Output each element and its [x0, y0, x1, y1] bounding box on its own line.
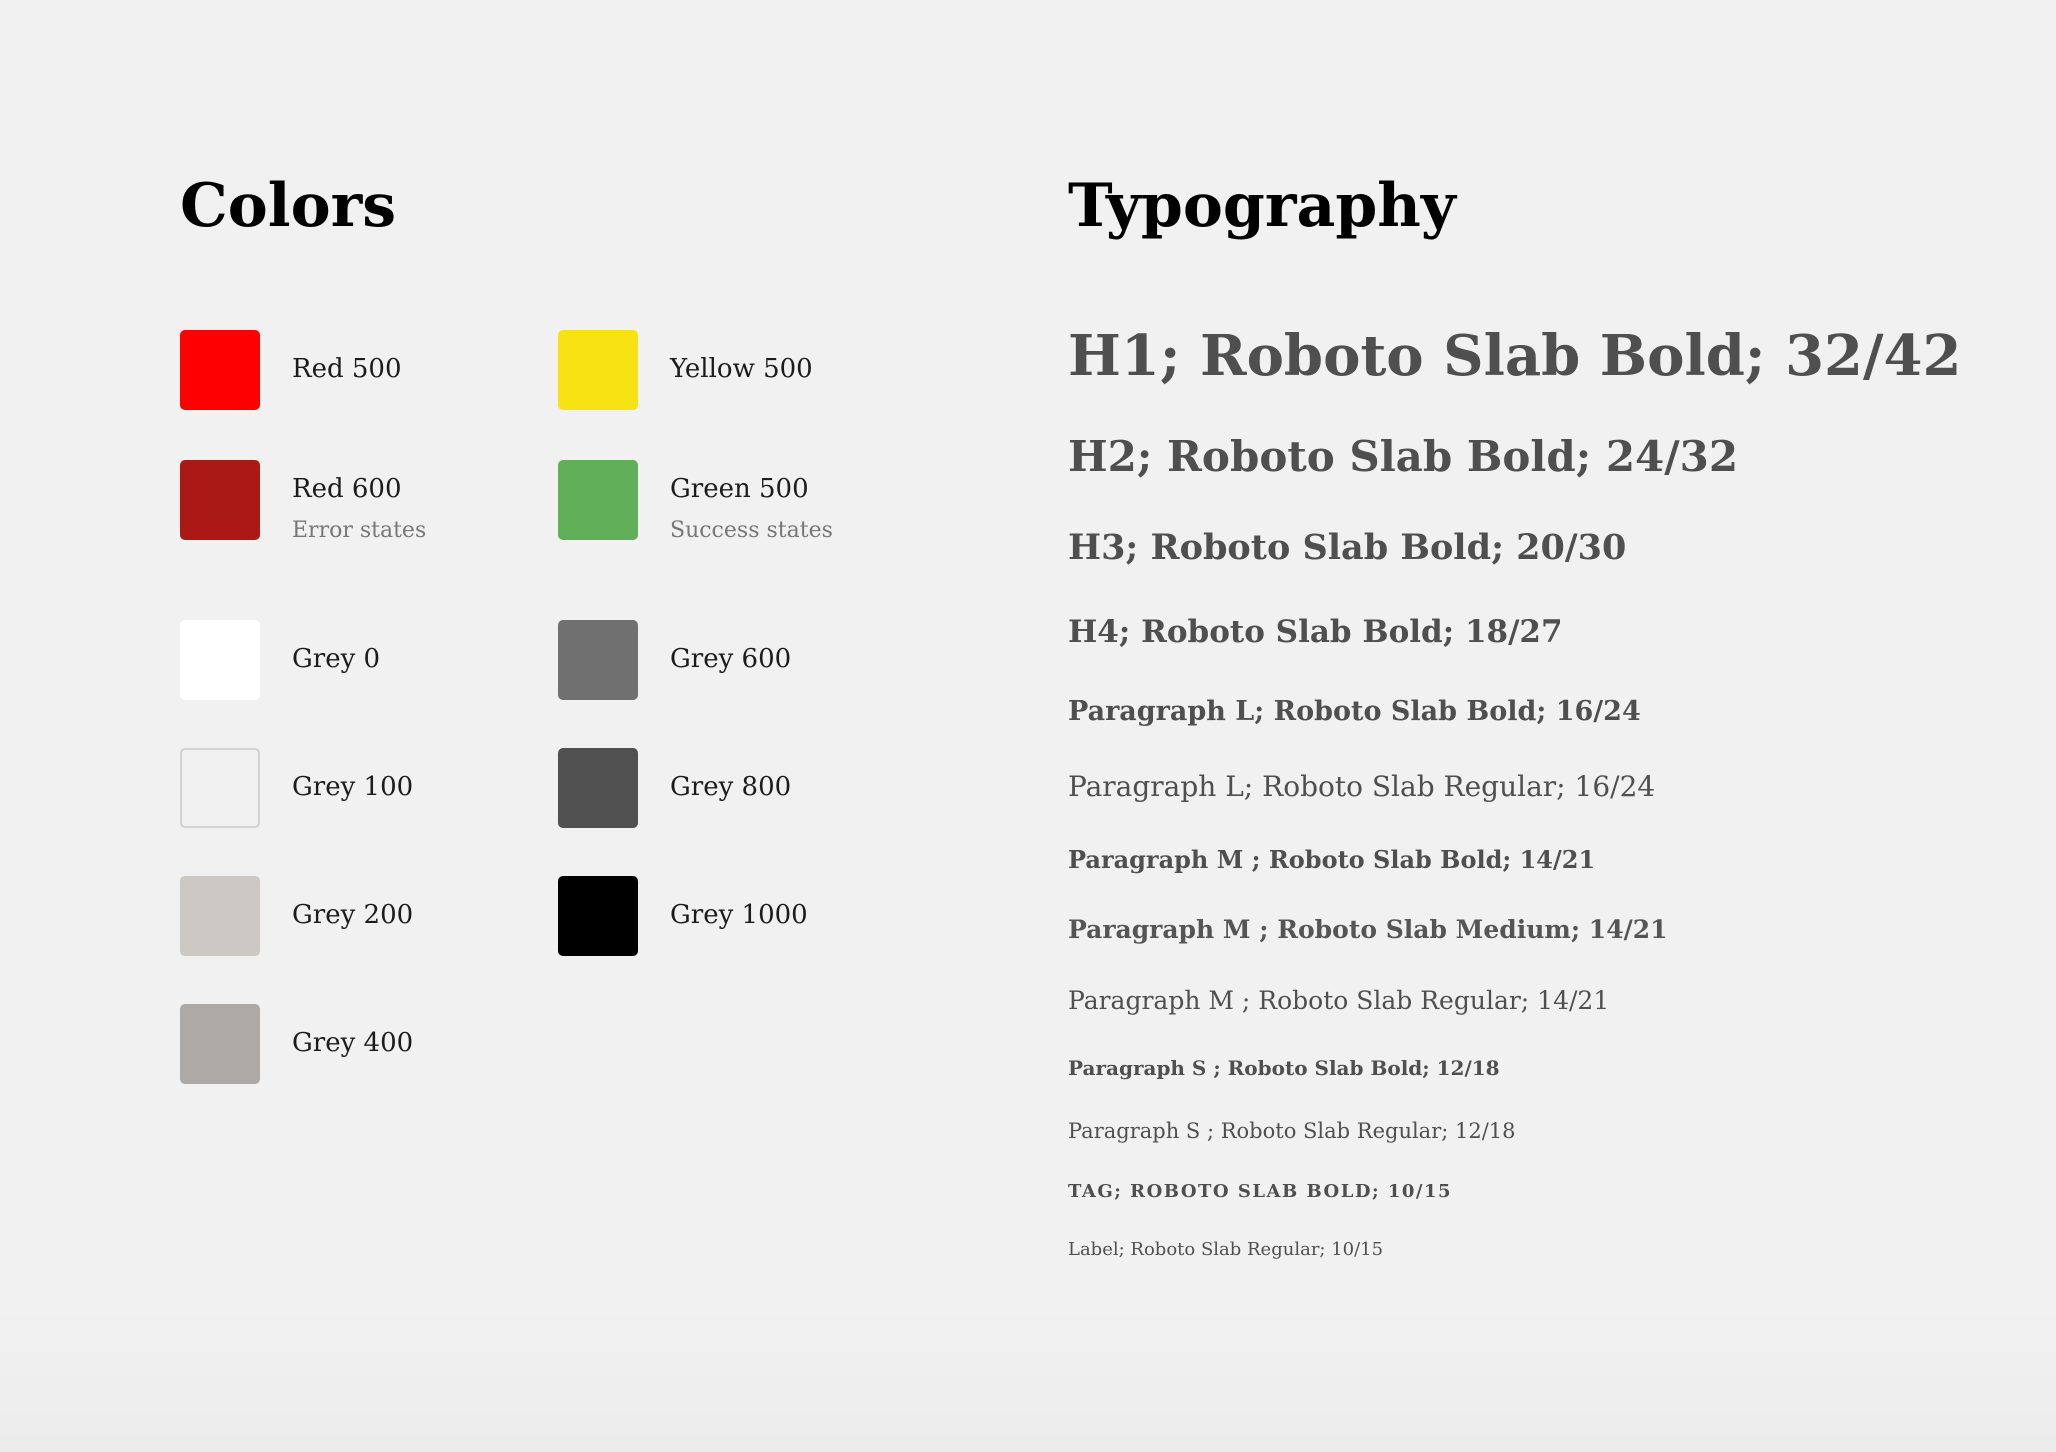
swatch-chip — [558, 876, 638, 956]
swatch-name: Grey 1000 — [670, 900, 808, 930]
swatch-name: Grey 800 — [670, 772, 792, 802]
swatch-name: Grey 600 — [670, 644, 792, 674]
swatch-note: Success states — [670, 518, 833, 543]
swatch-chip — [558, 330, 638, 410]
swatch-name: Red 500 — [292, 354, 402, 384]
typography-heading: Typography — [1068, 171, 1456, 241]
type-sample-h3: H3; Roboto Slab Bold; 20/30 — [1068, 527, 1627, 568]
type-sample-paragraph-m-bold: Paragraph M ; Roboto Slab Bold; 14/21 — [1068, 845, 1596, 874]
swatch-chip — [558, 460, 638, 540]
type-sample-paragraph-m-regular: Paragraph M ; Roboto Slab Regular; 14/21 — [1068, 986, 1610, 1015]
swatch-chip — [180, 330, 260, 410]
type-sample-h4: H4; Roboto Slab Bold; 18/27 — [1068, 614, 1563, 650]
swatch-name: Grey 0 — [292, 644, 381, 674]
swatch-chip — [180, 1004, 260, 1084]
type-sample-paragraph-l-bold: Paragraph L; Roboto Slab Bold; 16/24 — [1068, 696, 1641, 727]
swatch-name: Grey 400 — [292, 1028, 414, 1058]
swatch-chip — [180, 876, 260, 956]
type-sample-paragraph-m-medium: Paragraph M ; Roboto Slab Medium; 14/21 — [1068, 915, 1668, 944]
type-sample-tag: TAG; ROBOTO SLAB BOLD; 10/15 — [1068, 1181, 1453, 1202]
swatch-name: Grey 200 — [292, 900, 414, 930]
swatch-name: Grey 100 — [292, 772, 414, 802]
type-sample-label: Label; Roboto Slab Regular; 10/15 — [1068, 1239, 1384, 1260]
colors-heading: Colors — [180, 171, 396, 241]
type-sample-paragraph-s-regular: Paragraph S ; Roboto Slab Regular; 12/18 — [1068, 1119, 1516, 1143]
type-sample-paragraph-s-bold: Paragraph S ; Roboto Slab Bold; 12/18 — [1068, 1056, 1500, 1080]
swatch-chip — [180, 748, 260, 828]
type-sample-paragraph-l-regular: Paragraph L; Roboto Slab Regular; 16/24 — [1068, 770, 1656, 803]
swatch-name: Yellow 500 — [670, 354, 813, 384]
swatch-chip — [558, 748, 638, 828]
swatch-chip — [180, 620, 260, 700]
swatch-chip — [558, 620, 638, 700]
swatch-name: Red 600 — [292, 474, 402, 504]
swatch-name: Green 500 — [670, 474, 809, 504]
type-sample-h2: H2; Roboto Slab Bold; 24/32 — [1068, 432, 1739, 481]
type-sample-h1: H1; Roboto Slab Bold; 32/42 — [1068, 323, 1962, 389]
swatch-note: Error states — [292, 518, 427, 543]
swatch-chip — [180, 460, 260, 540]
